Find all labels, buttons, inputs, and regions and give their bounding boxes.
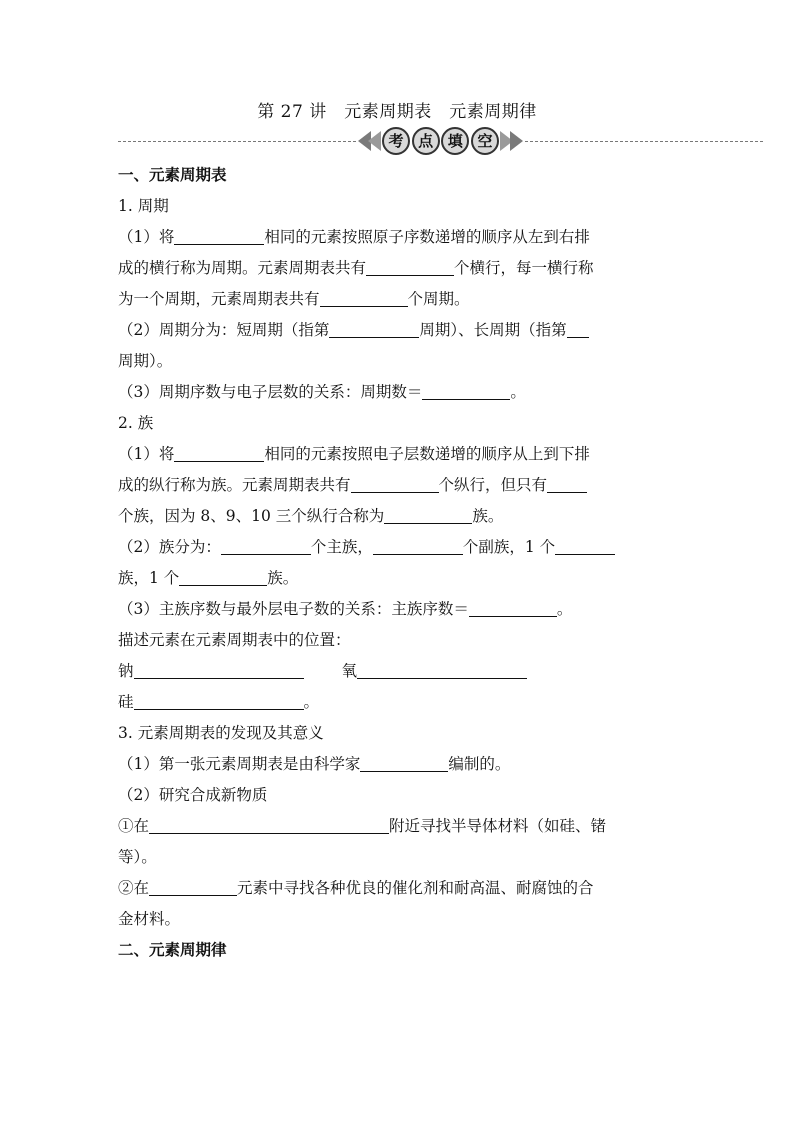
paragraph — [118, 222, 678, 253]
paragraph — [118, 470, 678, 501]
text: 相同的元素按照原子序数递增的顺序从左到右排 — [264, 228, 590, 246]
fill-blank[interactable] — [149, 815, 389, 834]
paragraph — [118, 377, 678, 408]
text: （1）将 — [118, 228, 175, 246]
text: 成的横行称为周期。元素周期表共有 — [118, 259, 367, 277]
fill-blank[interactable] — [469, 598, 557, 617]
text: 编制的。 — [448, 755, 511, 773]
text: 周期）。 — [118, 352, 173, 370]
fill-blank[interactable] — [134, 660, 304, 679]
text: 成的纵行称为族。元素周期表共有 — [118, 476, 351, 494]
subsection-heading: 3. 元素周期表的发现及其意义 — [118, 724, 324, 742]
paragraph — [118, 439, 678, 470]
paragraph — [118, 501, 678, 532]
arrow-left-icon — [368, 131, 381, 151]
text: 。 — [556, 600, 573, 618]
text: 相同的元素按照电子层数递增的顺序从上到下排 — [264, 445, 590, 463]
element-label: 氧 — [341, 662, 358, 680]
paragraph — [118, 687, 678, 718]
fill-blank[interactable] — [149, 877, 237, 896]
text: ②在 — [118, 879, 150, 897]
page-title: 第 27 讲 元素周期表 元素周期律 — [257, 102, 537, 122]
fill-blank[interactable] — [320, 288, 408, 307]
banner-badge: 空 — [471, 127, 499, 155]
banner-badge: 点 — [412, 127, 440, 155]
paragraph — [118, 315, 678, 346]
paragraph — [118, 594, 678, 625]
paragraph: 金材料。 — [118, 910, 181, 928]
element-label: 硅 — [118, 693, 134, 711]
fill-blank[interactable] — [174, 443, 264, 462]
paragraph — [118, 811, 678, 842]
text: 为一个周期，元素周期表共有 — [118, 290, 320, 308]
text: 个主族， — [310, 538, 373, 556]
paragraph: 描述元素在元素周期表中的位置： — [118, 631, 351, 649]
paragraph — [118, 284, 678, 315]
paragraph: （2）研究合成新物质 — [118, 786, 268, 804]
banner-divider-right — [525, 141, 763, 142]
text: 个副族，1 个 — [462, 538, 556, 556]
section-banner — [118, 124, 763, 158]
fill-blank[interactable] — [329, 319, 419, 338]
banner-divider-left — [118, 141, 356, 142]
banner-center — [356, 124, 525, 158]
paragraph — [118, 656, 678, 687]
text: 。 — [510, 383, 526, 401]
text: （1）将 — [118, 445, 175, 463]
paragraph — [118, 873, 678, 904]
subsection-heading: 1. 周期 — [118, 197, 169, 215]
fill-blank[interactable] — [567, 319, 589, 338]
paragraph: 等）。 — [118, 848, 157, 866]
fill-blank[interactable] — [357, 660, 527, 679]
fill-blank[interactable] — [351, 474, 439, 493]
paragraph — [118, 532, 678, 563]
paragraph — [118, 563, 678, 594]
text: （3）周期序数与电子层数的关系：周期数＝ — [118, 383, 423, 401]
text: 。 — [303, 693, 320, 711]
text: （1）第一张元素周期表是由科学家 — [118, 755, 361, 773]
fill-blank[interactable] — [555, 536, 615, 555]
paragraph — [118, 749, 678, 780]
banner-badge: 考 — [382, 127, 410, 155]
banner-badge: 填 — [441, 127, 469, 155]
fill-blank[interactable] — [360, 753, 448, 772]
fill-blank[interactable] — [134, 691, 304, 710]
fill-blank[interactable] — [179, 567, 267, 586]
fill-blank[interactable] — [422, 381, 510, 400]
text: （3）主族序数与最外层电子数的关系：主族序数＝ — [118, 600, 469, 618]
paragraph — [118, 346, 678, 377]
fill-blank[interactable] — [547, 474, 587, 493]
text: 元素中寻找各种优良的催化剂和耐高温、耐腐蚀的合 — [237, 879, 594, 897]
text: 族。 — [472, 507, 504, 525]
text: （2）周期分为：短周期（指第 — [118, 321, 330, 339]
fill-blank[interactable] — [366, 257, 454, 276]
subsection-heading: 2. 族 — [118, 414, 154, 432]
text: 个族，因为 8、9、10 三个纵行合称为 — [118, 507, 385, 525]
section-heading: 二、元素周期律 — [118, 941, 227, 959]
banner-badges — [382, 124, 499, 158]
text: （2）族分为： — [118, 538, 221, 556]
paragraph — [118, 253, 678, 284]
text: 个周期。 — [407, 290, 470, 308]
text: 个纵行，但只有 — [438, 476, 548, 494]
fill-blank[interactable] — [221, 536, 311, 555]
worksheet-body — [118, 160, 678, 966]
text: ①在 — [118, 817, 150, 835]
fill-blank[interactable] — [174, 226, 264, 245]
arrow-right-icon — [510, 131, 523, 151]
element-label: 钠 — [118, 662, 134, 680]
fill-blank[interactable] — [384, 505, 472, 524]
section-heading: 一、元素周期表 — [118, 166, 227, 184]
text: 族，1 个 — [118, 569, 180, 587]
text: 族。 — [267, 569, 299, 587]
text: 附近寻找半导体材料（如硅、锗 — [389, 817, 607, 835]
text: 个横行，每一横行称 — [454, 259, 594, 277]
text: 周期）、长周期（指第 — [419, 321, 567, 339]
fill-blank[interactable] — [373, 536, 463, 555]
